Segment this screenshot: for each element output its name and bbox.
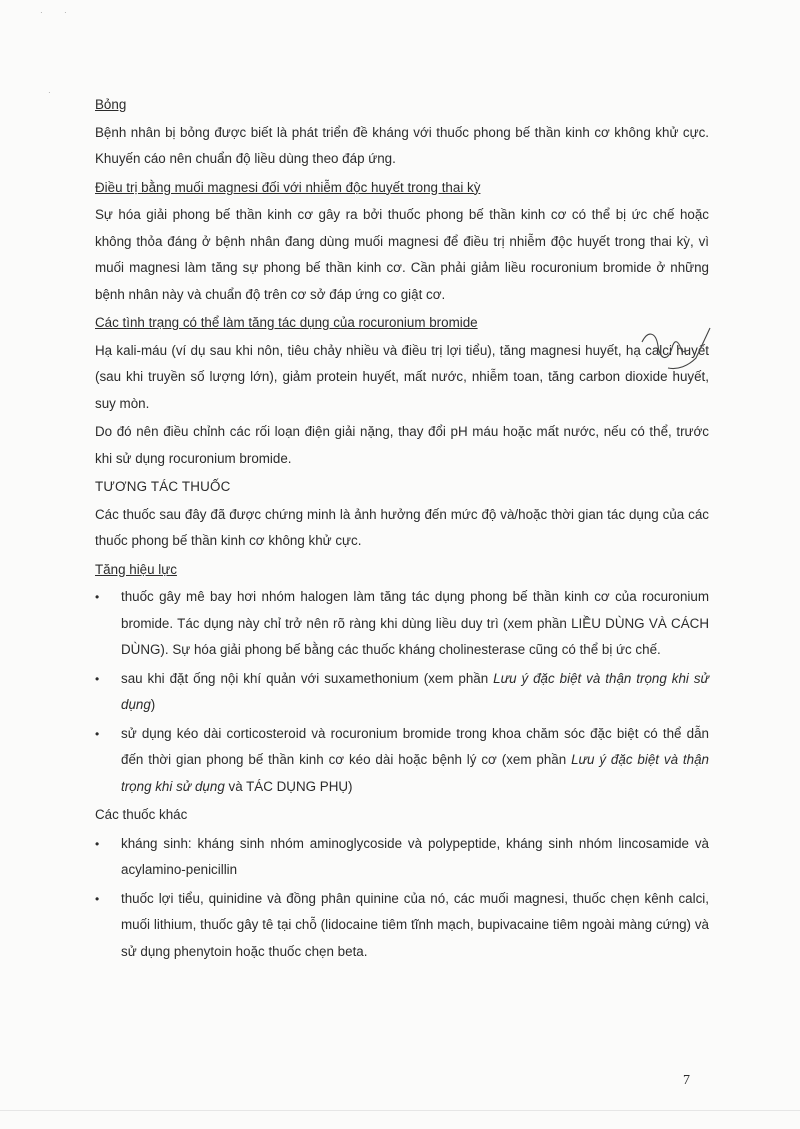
- list-item-text: và TÁC DỤNG PHỤ): [224, 778, 353, 794]
- list-item: [95, 721, 709, 801]
- list-item: [95, 666, 709, 719]
- subheading-other-drugs: Các thuốc khác: [95, 807, 188, 822]
- scan-speck: ·: [48, 88, 51, 97]
- list-item: [95, 584, 709, 664]
- bullet-icon: •: [95, 726, 100, 741]
- paragraph-burns: Bệnh nhân bị bỏng được biết là phát triển đề kháng với thuốc phong bế thần kinh cơ không khử cực. Khuyến cáo nên chuẩn độ liều dùng theo đáp ứng.: [95, 124, 709, 166]
- section-heading-magnesium: Điều trị bằng muối magnesi đối với nhiễm độc huyết trong thai kỳ: [95, 179, 481, 195]
- scan-edge-line: [0, 1110, 800, 1111]
- bullet-icon: •: [95, 590, 100, 604]
- page-number: 7: [683, 1073, 690, 1088]
- document-body: [95, 92, 709, 967]
- bullet-icon: •: [95, 891, 100, 906]
- list-item-text: thuốc gây mê bay hơi nhóm halogen làm tăng tác dụng phong bế thần kinh cơ của rocuronium bromide. Tác dụng này chỉ trở nên rõ ràng khi dùng liều duy trì (xem phần LIỀU DÙNG VÀ CÁCH DÙNG). Sự hóa giải phong bế bằng các thuốc kháng cholinesterase cũng có thể bị ức chế.: [121, 589, 709, 657]
- handwritten-mark-icon: [638, 322, 718, 382]
- increased-potency-list: [95, 584, 709, 800]
- list-item: [95, 886, 709, 966]
- paragraph-conditions: Hạ kali-máu (ví dụ sau khi nôn, tiêu chảy nhiều và điều trị lợi tiểu), tăng magnesi huyết, hạ calci huyết (sau khi truyền số lượng lớn), giảm protein huyết, mất nước, nhiễm toan, tăng carbon dioxide huyết, suy mòn.: [95, 342, 709, 411]
- cross-reference: Lưu ý đặc biệt và thận trọng khi sử dụng: [121, 670, 710, 712]
- list-item-text: thuốc lợi tiểu, quinidine và đồng phân quinine của nó, các muối magnesi, thuốc chẹn kênh calci, muối lithium, thuốc gây tê tại chỗ (lidocaine tiêm tĩnh mạch, bupivacaine tiêm ngoài màng cứng) và sử dụng phenytoin hoặc thuốc chẹn beta.: [121, 890, 709, 959]
- other-drugs-list: [95, 831, 709, 966]
- list-item-text: ): [150, 697, 156, 712]
- list-item-text: sau khi đặt ống nội khí quản với suxamethonium (xem phần: [121, 670, 494, 686]
- section-heading-conditions: Các tình trạng có thể làm tăng tác dụng của rocuronium bromide: [95, 315, 478, 330]
- subheading-increased-potency: Tăng hiệu lực: [95, 561, 177, 577]
- paragraph-correction: Do đó nên điều chỉnh các rối loạn điện giải nặng, thay đổi pH máu hoặc mất nước, nếu có thể, trước khi sử dụng rocuronium bromide.: [95, 424, 709, 466]
- list-item-text: kháng sinh: kháng sinh nhóm aminoglycoside và polypeptide, kháng sinh nhóm lincosamide và acylamino-penicillin: [121, 835, 709, 877]
- bullet-icon: •: [95, 671, 100, 686]
- paragraph-magnesium: Sự hóa giải phong bế thần kinh cơ gây ra bởi thuốc phong bế thần kinh cơ có thể bị ức chế hoặc không thỏa đáng ở bệnh nhân đang dùng muối magnesi để điều trị nhiễm độc huyết trong thai kỳ, vì muối magnesi làm tăng sự phong bế thần kinh cơ. Cần phải giảm liều rocuronium bromide ở những bệnh nhân này và chuẩn độ trên cơ sở đáp ứng co giật cơ.: [95, 207, 709, 302]
- paragraph-interactions-intro: Các thuốc sau đây đã được chứng minh là ảnh hưởng đến mức độ và/hoặc thời gian tác dụng của các thuốc phong bế thần kinh cơ không khử cực.: [95, 506, 709, 548]
- scan-speck: ·: [40, 8, 43, 17]
- bullet-icon: •: [95, 836, 100, 851]
- list-item: [95, 831, 709, 884]
- section-heading-burns: Bỏng: [95, 97, 127, 112]
- section-heading-interactions: TƯƠNG TÁC THUỐC: [95, 479, 231, 494]
- list-item-text: sử dụng kéo dài corticosteroid và rocuronium bromide trong khoa chăm sóc đặc biệt có thể dẫn đến thời gian phong bế thần kinh cơ kéo dài hoặc bệnh lý cơ (xem phần: [121, 725, 709, 767]
- scan-speck: ·: [64, 8, 67, 17]
- cross-reference: Lưu ý đặc biệt và thận trọng khi sử dụng: [121, 752, 709, 794]
